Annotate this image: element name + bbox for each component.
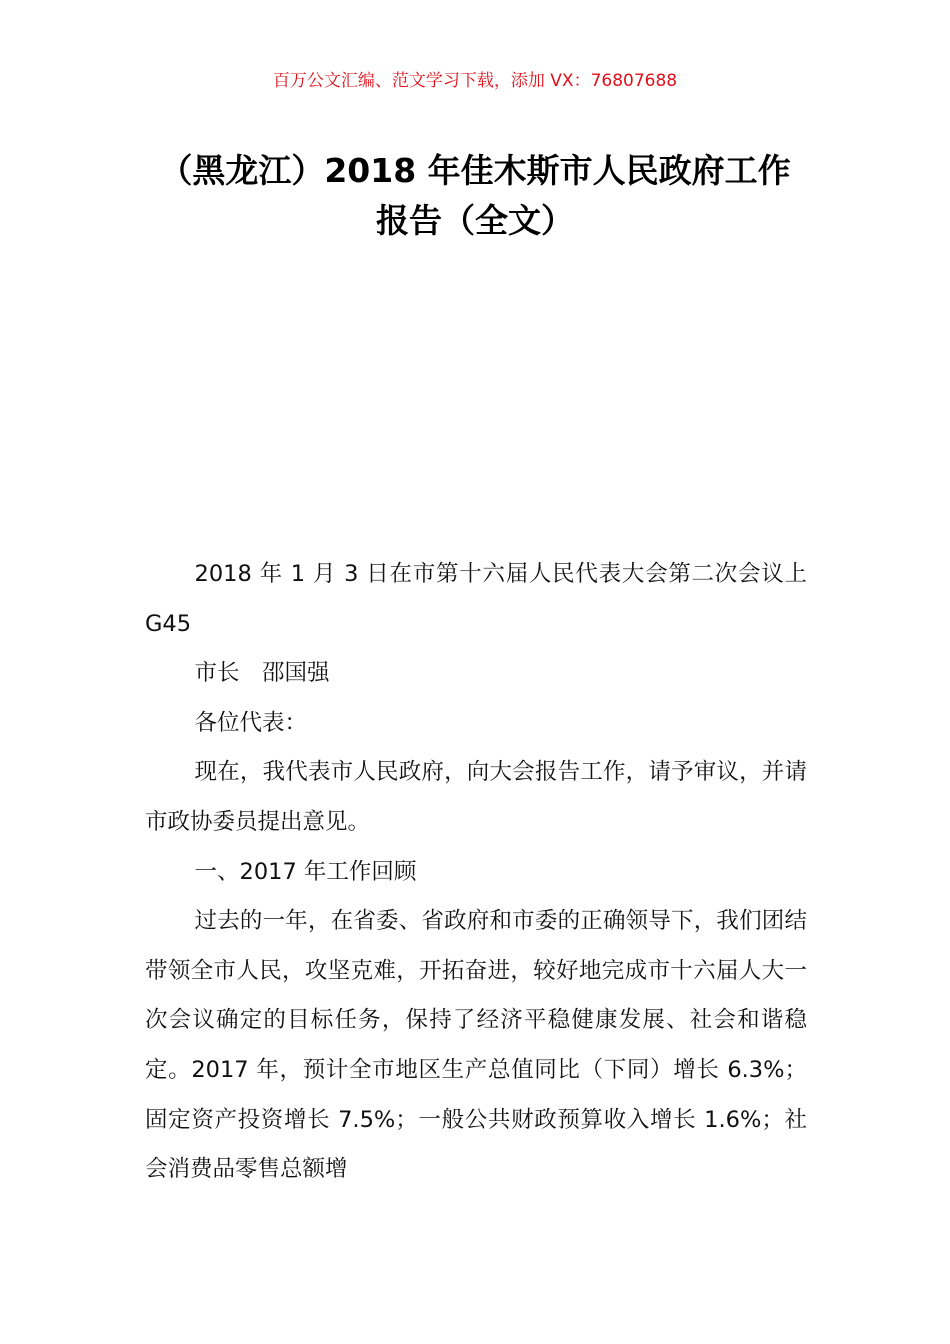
salutation: 各位代表： (194, 709, 308, 736)
title-line-2: 报告（全文） (376, 201, 574, 240)
speaker-line: 市长 邵国强 (194, 660, 330, 687)
document-title (140, 146, 810, 246)
title-line-1: （黑龙江）2018 年佳木斯市人民政府工作 (159, 151, 791, 190)
meeting-info-paragraph: 2018 年 1 月 3 日在市第十六届人民代表大会第二次会议上 G45 (145, 561, 807, 637)
document-body (145, 550, 807, 1195)
intro-paragraph: 现在，我代表市人民政府，向大会报告工作，请予审议，并请市政协委员提出意见。 (145, 759, 807, 835)
header-promo-note: 百万公文汇编、范文学习下载，添加 VX：76807688 (272, 71, 678, 91)
section-heading: 一、2017 年工作回顾 (194, 858, 417, 885)
review-paragraph: 过去的一年，在省委、省政府和市委的正确领导下，我们团结带领全市人民，攻坚克难，开拓奋进，较好地完成市十六届人大一次会议确定的目标任务，保持了经济平稳健康发展、社会和谐稳定。2017 年，预计全市地区生产总值同比（下同）增长 6.3%；固定资产投资增长 7.5%；一般公共财政预算收入增长 1.6%；社会消费品零售总额增 (145, 908, 807, 1183)
